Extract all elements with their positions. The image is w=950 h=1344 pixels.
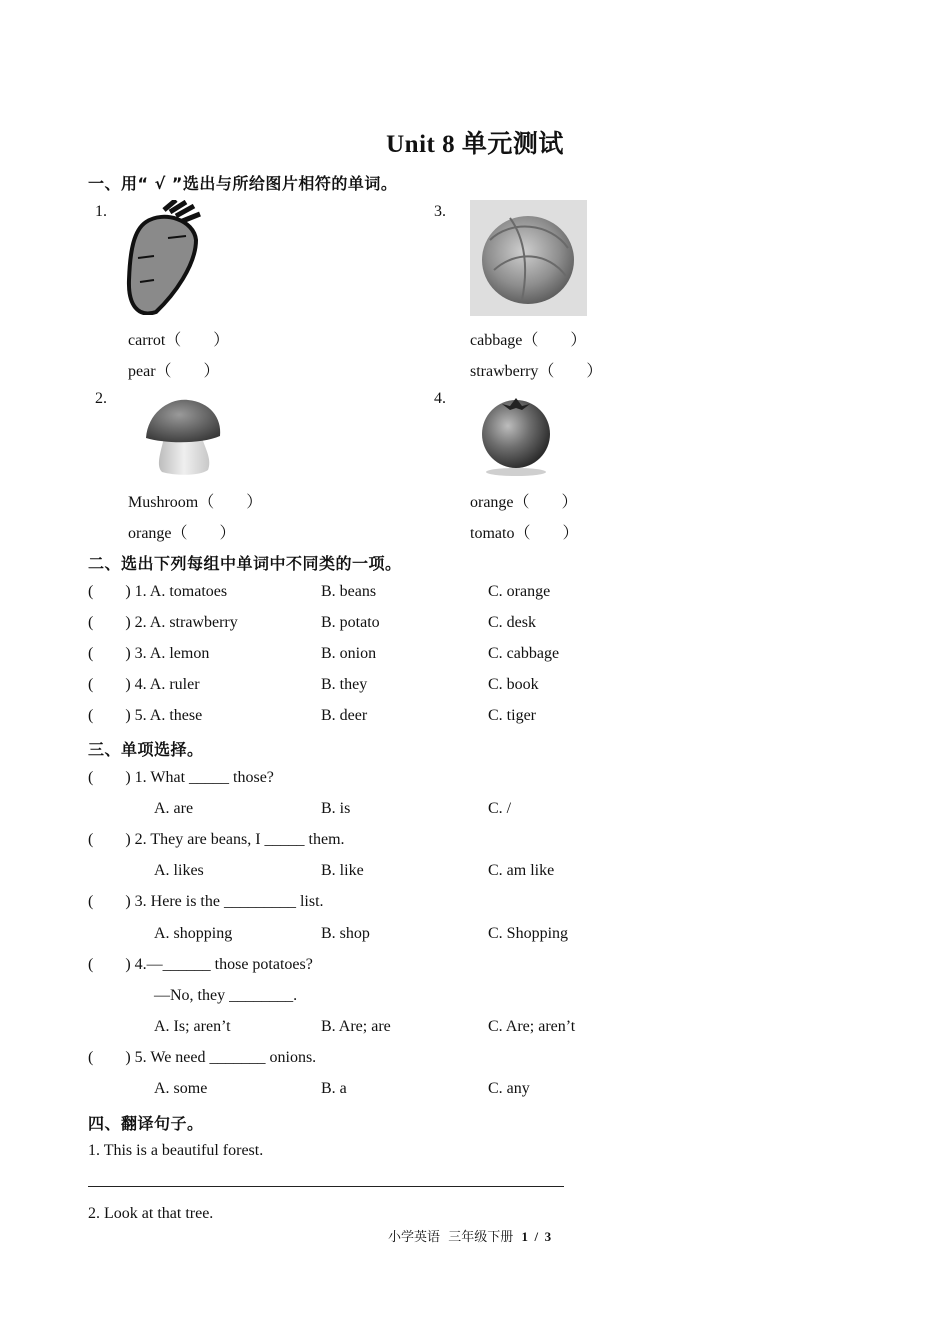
- section3-heading: 三、单项选择。: [88, 740, 204, 759]
- question-text: ( ) 4.—______ those potatoes?: [88, 956, 313, 973]
- option-b: B. Are; are: [321, 1018, 391, 1035]
- option-b: B. is: [321, 800, 351, 817]
- option-b: B. onion: [321, 645, 377, 662]
- option-c: C. orange: [488, 583, 551, 600]
- option-carrot: carrot（ ）: [128, 332, 230, 349]
- question-text: ( ) 1. A. tomatoes: [88, 583, 228, 600]
- option-c: C. Shopping: [488, 925, 569, 942]
- section4-heading: 四、翻译句子。: [88, 1114, 204, 1133]
- option-b: B. deer: [321, 707, 368, 724]
- option-b: B. a: [321, 1080, 347, 1097]
- option-a: A. some: [154, 1080, 208, 1097]
- option-mushroom: Mushroom（ ）: [128, 494, 263, 511]
- question-text: ( ) 2. They are beans, I _____ them.: [88, 831, 345, 848]
- option-c: C. /: [488, 800, 512, 817]
- option-b: B. like: [321, 862, 364, 879]
- option-c: C. any: [488, 1080, 530, 1097]
- option-a: A. Is; aren’t: [154, 1018, 231, 1035]
- option-orange: orange（ ）: [128, 525, 236, 542]
- footer: [388, 1226, 551, 1245]
- option-b: B. shop: [321, 925, 370, 942]
- option-cabbage: cabbage（ ）: [470, 332, 587, 349]
- option-c: C. Are; aren’t: [488, 1018, 576, 1035]
- question-text: ( ) 5. A. these: [88, 707, 203, 724]
- option-a: A. are: [154, 800, 194, 817]
- question-text: ( ) 5. We need _______ onions.: [88, 1049, 317, 1066]
- option-pear: pear（ ）: [128, 363, 220, 380]
- carrot-image: [124, 200, 204, 315]
- mushroom-image: [142, 394, 224, 476]
- question-text-line2: —No, they ________.: [154, 987, 298, 1004]
- option-tomato: tomato（ ）: [470, 525, 579, 542]
- question-text: ( ) 4. A. ruler: [88, 676, 200, 693]
- option-strawberry: strawberry（ ）: [470, 363, 603, 380]
- option-b: B. they: [321, 676, 368, 693]
- footer-text: 小学英语 三年级下册: [388, 1230, 514, 1245]
- sentence: 1. This is a beautiful forest.: [88, 1142, 264, 1159]
- cabbage-image: [470, 200, 587, 316]
- page-title: Unit 8 单元测试: [386, 131, 564, 158]
- item-number: 1.: [95, 203, 107, 220]
- question-text: ( ) 2. A. strawberry: [88, 614, 238, 631]
- option-c: C. book: [488, 676, 539, 693]
- sentence: 2. Look at that tree.: [88, 1205, 214, 1222]
- question-text: ( ) 1. What _____ those?: [88, 769, 274, 786]
- item-number: 2.: [95, 390, 107, 407]
- option-b: B. beans: [321, 583, 377, 600]
- item-number: 4.: [434, 390, 446, 407]
- question-text: ( ) 3. Here is the _________ list.: [88, 893, 324, 910]
- tomato-image: [470, 386, 563, 478]
- page-number: 1 / 3: [521, 1229, 552, 1244]
- option-c: C. desk: [488, 614, 536, 631]
- option-c: C. tiger: [488, 707, 536, 724]
- option-a: A. likes: [154, 862, 204, 879]
- option-c: C. cabbage: [488, 645, 560, 662]
- question-text: ( ) 3. A. lemon: [88, 645, 210, 662]
- section2-heading: 二、选出下列每组中单词中不同类的一项。: [88, 554, 402, 573]
- option-a: A. shopping: [154, 925, 233, 942]
- option-orange: orange（ ）: [470, 494, 578, 511]
- option-b: B. potato: [321, 614, 380, 631]
- item-number: 3.: [434, 203, 446, 220]
- option-c: C. am like: [488, 862, 555, 879]
- answer-line: [88, 1186, 564, 1187]
- section1-heading: 一、用“ √ ”选出与所给图片相符的单词。: [88, 174, 398, 193]
